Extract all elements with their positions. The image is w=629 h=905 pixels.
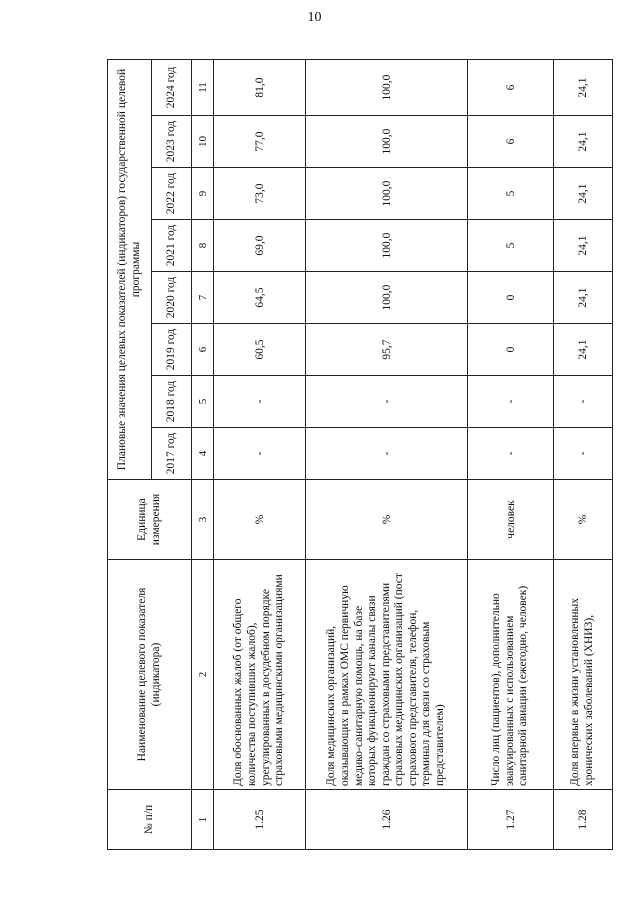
value-cell: 24,1	[554, 220, 613, 272]
value-cell: 69,0	[214, 220, 306, 272]
indicator-name: Доля обоснованных жалоб (от общего количества поступивших жалоб), урегулированных в досудебном порядке страховыми медицинскими организациями	[214, 560, 306, 790]
row-number: 1.25	[214, 790, 306, 850]
value-cell: -	[214, 376, 306, 428]
value-cell: -	[468, 376, 554, 428]
header-year: 2017 год	[152, 428, 192, 480]
value-cell: 24,1	[554, 60, 613, 116]
header-row-top	[108, 60, 152, 850]
column-index: 10	[192, 116, 214, 168]
value-cell: 73,0	[214, 168, 306, 220]
value-cell: 5	[468, 220, 554, 272]
value-cell: 100,0	[306, 272, 468, 324]
table-row	[214, 60, 306, 850]
unit-cell: %	[306, 480, 468, 560]
column-index-row	[192, 60, 214, 850]
column-index: 6	[192, 324, 214, 376]
unit-cell: человек	[468, 480, 554, 560]
value-cell: 24,1	[554, 168, 613, 220]
table-row	[306, 60, 468, 850]
column-index: 4	[192, 428, 214, 480]
indicator-name: Доля медицинских организаций, оказывающих в рамках ОМС первичную медико-санитарную помощь, на базе которых функционируют каналы связи граждан со страховыми представителями страховых медицинских организаций (пост страхового представителя, телефон, терминал для связи со страховым представителем)	[306, 560, 468, 790]
column-index: 5	[192, 376, 214, 428]
unit-cell: %	[214, 480, 306, 560]
indicator-name: Число лиц (пациентов), дополнительно эвакуированных с использованием санитарной авиации (ежегодно, человек)	[468, 560, 554, 790]
value-cell: -	[554, 376, 613, 428]
value-cell: 24,1	[554, 116, 613, 168]
unit-cell: %	[554, 480, 613, 560]
value-cell: 6	[468, 60, 554, 116]
header-year: 2018 год	[152, 376, 192, 428]
column-index: 7	[192, 272, 214, 324]
header-name: Наименование целевого показателя (индикатора)	[108, 560, 192, 790]
indicator-name: Доля впервые в жизни установленных хронических заболеваний (ХНИЗ),	[554, 560, 613, 790]
header-year: 2019 год	[152, 324, 192, 376]
header-year: 2020 год	[152, 272, 192, 324]
value-cell: -	[554, 428, 613, 480]
header-year: 2023 год	[152, 116, 192, 168]
rotated-table-container	[107, 60, 612, 850]
value-cell: 24,1	[554, 272, 613, 324]
value-cell: 100,0	[306, 220, 468, 272]
value-cell: 60,5	[214, 324, 306, 376]
table-row	[554, 60, 613, 850]
row-number: 1.27	[468, 790, 554, 850]
header-no: № п/п	[108, 790, 192, 850]
value-cell: -	[306, 376, 468, 428]
table-row	[468, 60, 554, 850]
indicators-table	[107, 59, 613, 850]
header-unit: Единица измерения	[108, 480, 192, 560]
value-cell: 100,0	[306, 116, 468, 168]
value-cell: -	[306, 428, 468, 480]
column-index: 3	[192, 480, 214, 560]
value-cell: 6	[468, 116, 554, 168]
page-number: 10	[307, 10, 322, 25]
column-index: 2	[192, 560, 214, 790]
value-cell: 100,0	[306, 168, 468, 220]
column-index: 11	[192, 60, 214, 116]
row-number: 1.28	[554, 790, 613, 850]
value-cell: 64,5	[214, 272, 306, 324]
row-number: 1.26	[306, 790, 468, 850]
value-cell: -	[468, 428, 554, 480]
value-cell: -	[214, 428, 306, 480]
header-year: 2021 год	[152, 220, 192, 272]
value-cell: 0	[468, 324, 554, 376]
value-cell: 100,0	[306, 60, 468, 116]
header-planned: Плановые значения целевых показателей (индикаторов) государственной целевой программы	[108, 60, 152, 480]
value-cell: 5	[468, 168, 554, 220]
column-index: 8	[192, 220, 214, 272]
table-rotation-wrapper	[107, 60, 612, 850]
column-index: 9	[192, 168, 214, 220]
value-cell: 81,0	[214, 60, 306, 116]
column-index: 1	[192, 790, 214, 850]
header-year: 2022 год	[152, 168, 192, 220]
value-cell: 95,7	[306, 324, 468, 376]
value-cell: 77,0	[214, 116, 306, 168]
value-cell: 0	[468, 272, 554, 324]
header-year: 2024 год	[152, 60, 192, 116]
value-cell: 24,1	[554, 324, 613, 376]
